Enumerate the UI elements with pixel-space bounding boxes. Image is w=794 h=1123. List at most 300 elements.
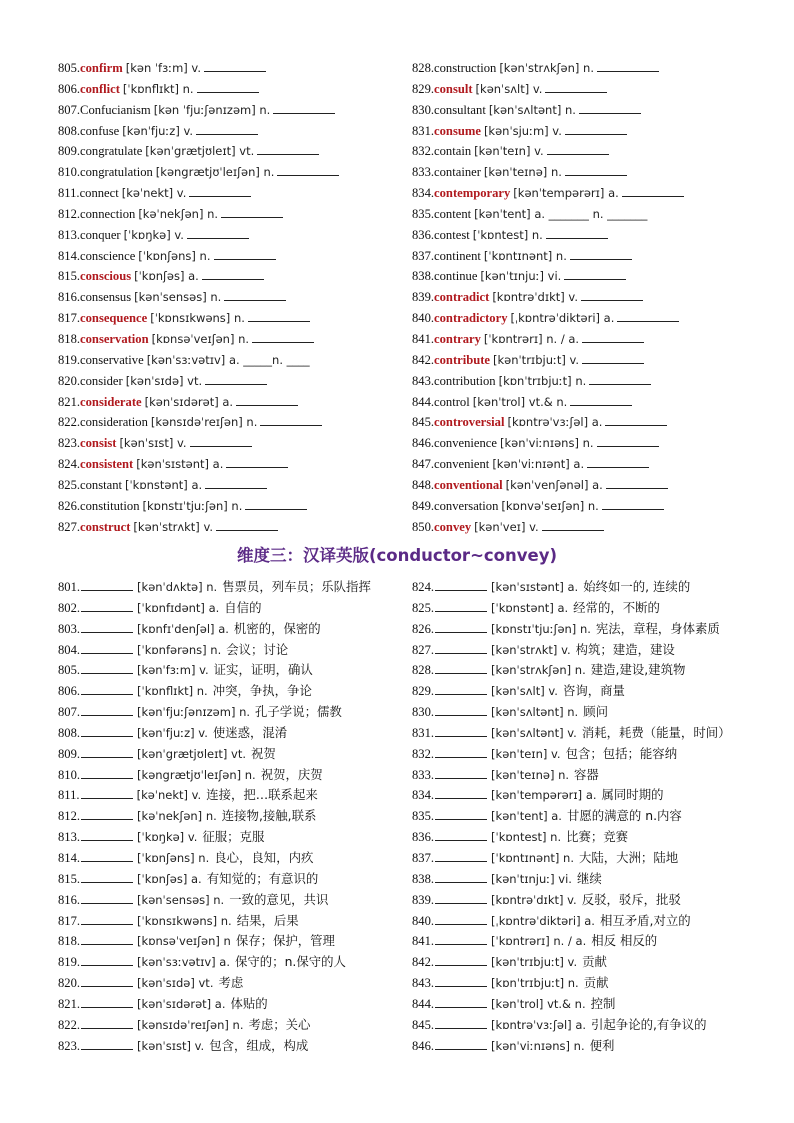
entry-phonetic: [kənˈsɪdərət] a. xyxy=(137,996,226,1011)
entry-phonetic: [kənˈtent] a. _______ n. _______ xyxy=(474,206,648,221)
entry-row xyxy=(412,517,792,538)
entry-meaning: 保守的；n.保守的人 xyxy=(235,954,346,970)
entry-number: 819. xyxy=(58,352,81,367)
entry-row xyxy=(412,266,792,287)
entry-number: 801. xyxy=(58,580,81,594)
entry-row xyxy=(58,765,438,786)
entry-number: 816. xyxy=(58,892,81,907)
answer-blank[interactable] xyxy=(81,767,133,779)
entry-row xyxy=(58,392,438,413)
answer-blank[interactable] xyxy=(81,913,133,925)
entry-row xyxy=(412,350,792,371)
answer-blank[interactable] xyxy=(545,81,607,93)
answer-blank[interactable] xyxy=(81,600,133,612)
entry-phonetic: [kənˈsɪst] v. xyxy=(137,1038,205,1053)
entry-word: consensus xyxy=(80,290,132,305)
entry-number: 824. xyxy=(412,580,435,594)
entry-row xyxy=(58,204,438,225)
entry-row xyxy=(58,121,438,142)
answer-blank[interactable] xyxy=(435,725,487,737)
entry-row xyxy=(412,806,792,827)
entry-row xyxy=(412,890,792,911)
entry-phonetic: [ˈkɒntest] n. xyxy=(472,227,543,242)
entry-row xyxy=(412,577,792,598)
answer-blank[interactable] xyxy=(81,829,133,841)
entry-word: consistent xyxy=(80,457,134,472)
entry-word: convenience xyxy=(434,436,497,451)
entry-number: 819. xyxy=(58,955,81,970)
entry-number: 848. xyxy=(412,477,435,492)
entry-row xyxy=(58,100,438,121)
answer-blank[interactable] xyxy=(257,143,319,155)
entry-number: 839. xyxy=(412,290,435,305)
answer-blank[interactable] xyxy=(187,227,249,239)
answer-blank[interactable] xyxy=(435,975,487,987)
entry-phonetic: [ˈkɒntɪnənt] n. xyxy=(491,850,574,865)
entry-number: 835. xyxy=(412,206,435,221)
answer-blank[interactable] xyxy=(570,248,632,260)
entry-row xyxy=(412,952,792,973)
entry-row xyxy=(58,329,438,350)
entry-phonetic: [kənˈtrol] vt.& n. xyxy=(491,996,586,1011)
entry-phonetic: [kənˈvenʃənəl] a. xyxy=(505,477,603,492)
answer-blank[interactable] xyxy=(605,414,667,426)
answer-blank[interactable] xyxy=(435,579,487,591)
entry-row xyxy=(58,785,438,806)
entry-word: conventional xyxy=(434,477,503,492)
entry-meaning: 贡献 xyxy=(582,954,607,970)
entry-number: 808. xyxy=(58,725,81,740)
entry-meaning: 相反 相反的 xyxy=(591,933,658,949)
entry-word: control xyxy=(434,394,470,409)
entry-number: 828. xyxy=(412,61,435,75)
entry-word: container xyxy=(434,165,481,180)
answer-blank[interactable] xyxy=(597,435,659,447)
answer-blank[interactable] xyxy=(582,331,644,343)
entry-number: 818. xyxy=(58,934,81,949)
entry-row xyxy=(412,723,792,744)
answer-blank[interactable] xyxy=(435,829,487,841)
entry-number: 837. xyxy=(412,850,435,865)
answer-blank[interactable] xyxy=(617,310,679,322)
answer-blank[interactable] xyxy=(435,621,487,633)
entry-meaning: 消耗，耗费（能量，时间） xyxy=(581,724,731,740)
entry-number: 810. xyxy=(58,165,81,180)
answer-blank[interactable] xyxy=(81,579,133,591)
answer-blank[interactable] xyxy=(81,1017,133,1029)
answer-blank[interactable] xyxy=(589,373,651,385)
entry-number: 840. xyxy=(412,913,435,928)
entry-phonetic: [ˈkɒnfɪdənt] a. xyxy=(137,600,220,615)
answer-blank[interactable] xyxy=(435,933,487,945)
entry-row xyxy=(58,598,438,619)
entry-phonetic: [kɒnsəˈveɪʃən] n xyxy=(137,934,231,949)
entry-number: 843. xyxy=(412,373,435,388)
entry-row xyxy=(58,433,438,454)
entry-meaning: 冲突，争执，争论 xyxy=(212,683,312,699)
answer-blank[interactable] xyxy=(581,289,643,301)
entry-number: 811. xyxy=(58,186,80,201)
entry-number: 829. xyxy=(412,684,435,699)
entry-meaning: 咨询，商量 xyxy=(562,683,625,699)
part2-right-column xyxy=(412,577,792,1056)
answer-blank[interactable] xyxy=(248,310,310,322)
answer-blank[interactable] xyxy=(435,600,487,612)
answer-blank[interactable] xyxy=(565,164,627,176)
entry-meaning: 祝贺，庆贺 xyxy=(260,766,323,782)
entry-meaning: 属同时期的 xyxy=(601,787,664,803)
entry-meaning: 经常的，不断的 xyxy=(573,599,660,615)
entry-row xyxy=(412,598,792,619)
entry-phonetic: [kənˈfjuːz] v. xyxy=(122,123,194,138)
entry-phonetic: [ˈkɒnʃəs] a. xyxy=(134,269,199,284)
entry-number: 847. xyxy=(412,457,435,472)
entry-meaning: 建造,建设,建筑物 xyxy=(590,662,686,678)
entry-word: consume xyxy=(434,123,481,138)
entry-row xyxy=(412,1036,792,1057)
answer-blank[interactable] xyxy=(570,394,632,406)
entry-number: 820. xyxy=(58,373,81,388)
entry-word: conquer xyxy=(80,227,121,242)
entry-row xyxy=(58,183,438,204)
entry-row xyxy=(412,619,792,640)
entry-phonetic: [kən ˈfjuːʃənɪzəm] n. xyxy=(153,102,271,117)
answer-blank[interactable] xyxy=(197,81,259,93)
entry-number: 837. xyxy=(412,248,435,263)
entry-row xyxy=(58,931,438,952)
entry-row xyxy=(58,225,438,246)
answer-blank[interactable] xyxy=(252,331,314,343)
entry-phonetic: [ˈkɒntest] n. xyxy=(491,830,562,845)
entry-number: 825. xyxy=(58,477,81,492)
entry-row xyxy=(58,141,438,162)
entry-phonetic: [kɒnˈtrɪbjuːt] n. xyxy=(491,976,579,991)
entry-phonetic: [kənˈsʌlt] v. xyxy=(475,81,543,96)
entry-row xyxy=(412,640,792,661)
entry-row xyxy=(58,517,438,538)
entry-number: 827. xyxy=(412,642,435,657)
answer-blank[interactable] xyxy=(202,268,264,280)
entry-phonetic: [kɒntrəˈvɜːʃəl] a. xyxy=(507,415,603,430)
answer-blank[interactable] xyxy=(435,996,487,1008)
entry-number: 844. xyxy=(412,996,435,1011)
entry-number: 834. xyxy=(412,788,435,803)
answer-blank[interactable] xyxy=(81,808,133,820)
answer-blank[interactable] xyxy=(245,498,307,510)
answer-blank[interactable] xyxy=(435,808,487,820)
entry-meaning: 相互矛盾,对立的 xyxy=(599,912,691,928)
answer-blank[interactable] xyxy=(81,975,133,987)
entry-meaning: 连接，把…联系起来 xyxy=(206,787,318,803)
entry-number: 815. xyxy=(58,269,81,284)
answer-blank[interactable] xyxy=(81,621,133,633)
answer-blank[interactable] xyxy=(435,871,487,883)
entry-row xyxy=(58,350,438,371)
entry-phonetic: [kənˈveɪ] v. xyxy=(474,519,539,534)
entry-word: connect xyxy=(79,186,119,201)
entry-phonetic: [kənˈgrætjʊleɪt] vt. xyxy=(137,746,247,761)
answer-blank[interactable] xyxy=(221,206,283,218)
entry-row xyxy=(58,412,438,433)
entry-meaning: 体贴的 xyxy=(230,995,268,1011)
entry-word: contain xyxy=(434,144,472,159)
entry-phonetic: [kənˈsensəs] n. xyxy=(134,290,222,305)
entry-number: 831. xyxy=(412,123,435,138)
answer-blank[interactable] xyxy=(205,477,267,489)
entry-row xyxy=(412,58,792,79)
part1-right-column xyxy=(412,58,792,537)
entry-number: 845. xyxy=(412,1017,435,1032)
answer-blank[interactable] xyxy=(565,123,627,135)
entry-number: 822. xyxy=(58,1017,81,1032)
entry-meaning: 继续 xyxy=(576,870,602,886)
entry-word: contradict xyxy=(434,290,490,305)
entry-phonetic: [kənˈsɪstənt] a. xyxy=(136,457,224,472)
entry-phonetic: [kənˈsʌltənt] v. xyxy=(491,725,577,740)
answer-blank[interactable] xyxy=(81,662,133,674)
entry-number: 841. xyxy=(412,331,435,346)
entry-phonetic: [kənˈtɪnjuː] vi. xyxy=(491,871,572,886)
entry-number: 802. xyxy=(58,600,81,615)
answer-blank[interactable] xyxy=(435,954,487,966)
entry-row xyxy=(58,660,438,681)
answer-blank[interactable] xyxy=(81,704,133,716)
entry-phonetic: [kəngrætjʊˈleɪʃən] n. xyxy=(155,165,275,180)
answer-blank[interactable] xyxy=(435,683,487,695)
entry-phonetic: [kɒnfɪˈdenʃəl] a. xyxy=(137,621,229,636)
answer-blank[interactable] xyxy=(224,289,286,301)
answer-blank[interactable] xyxy=(81,1038,133,1050)
answer-blank[interactable] xyxy=(81,725,133,737)
entry-row xyxy=(58,577,438,598)
entry-meaning: 会议；讨论 xyxy=(226,641,289,657)
answer-blank[interactable] xyxy=(81,892,133,904)
entry-number: 814. xyxy=(58,850,81,865)
answer-blank[interactable] xyxy=(564,268,626,280)
entry-word: consequence xyxy=(80,311,148,326)
answer-blank[interactable] xyxy=(226,456,288,468)
entry-meaning: 结果，后果 xyxy=(236,912,299,928)
entry-phonetic: [kənˈtempərərɪ] a. xyxy=(513,186,619,201)
answer-blank[interactable] xyxy=(435,767,487,779)
entry-phonetic: [ˈkɒnstənt] a. xyxy=(491,600,569,615)
entry-row xyxy=(412,765,792,786)
entry-row xyxy=(412,681,792,702)
part2-left-column xyxy=(58,577,438,1056)
entry-meaning: 宪法，章程，身体素质 xyxy=(595,620,720,636)
answer-blank[interactable] xyxy=(189,185,251,197)
entry-word: contemporary xyxy=(434,186,511,201)
answer-blank[interactable] xyxy=(542,519,604,531)
entry-row xyxy=(412,371,792,392)
entry-number: 805. xyxy=(58,663,81,678)
answer-blank[interactable] xyxy=(81,871,133,883)
answer-blank[interactable] xyxy=(435,642,487,654)
answer-blank[interactable] xyxy=(216,519,278,531)
entry-phonetic: [kənˈsɪdərət] a. xyxy=(144,394,234,409)
answer-blank[interactable] xyxy=(435,746,487,758)
entry-meaning: 保存；保护，管理 xyxy=(235,933,335,949)
entry-row xyxy=(58,1036,438,1057)
entry-phonetic: [kənˈsɜːvətɪv] a. xyxy=(137,955,231,970)
entry-phonetic: [kənˈtempərərɪ] a. xyxy=(491,788,597,803)
entry-row xyxy=(412,121,792,142)
entry-row xyxy=(58,1015,438,1036)
answer-blank[interactable] xyxy=(81,996,133,1008)
entry-number: 810. xyxy=(58,767,81,782)
entry-number: 803. xyxy=(58,621,81,636)
entry-number: 824. xyxy=(58,457,81,472)
entry-number: 814. xyxy=(58,248,81,263)
entry-meaning: 容器 xyxy=(574,766,599,782)
answer-blank[interactable] xyxy=(435,1017,487,1029)
entry-row xyxy=(58,287,438,308)
entry-meaning: 引起争论的,有争议的 xyxy=(591,1016,707,1032)
entry-number: 818. xyxy=(58,331,81,346)
entry-number: 836. xyxy=(412,227,435,242)
entry-word: convey xyxy=(434,519,472,534)
answer-blank[interactable] xyxy=(81,954,133,966)
entry-phonetic: [kənˈsɪstənt] a. xyxy=(491,580,579,594)
entry-phonetic: [kən ˈfɜːm] v. xyxy=(125,61,201,75)
answer-blank[interactable] xyxy=(622,185,684,197)
answer-blank[interactable] xyxy=(196,123,258,135)
answer-blank[interactable] xyxy=(546,227,608,239)
answer-blank[interactable] xyxy=(205,373,267,385)
entry-meaning: 一致的意见，共识 xyxy=(229,891,329,907)
entry-word: connection xyxy=(80,206,136,221)
answer-blank[interactable] xyxy=(587,456,649,468)
entry-row xyxy=(412,308,792,329)
entry-row xyxy=(58,869,438,890)
answer-blank[interactable] xyxy=(81,683,133,695)
entry-number: 821. xyxy=(58,394,81,409)
entry-phonetic: [kənˈgrætjʊleɪt] vt. xyxy=(145,144,255,159)
entry-word: controversial xyxy=(434,415,505,430)
entry-row xyxy=(412,660,792,681)
entry-number: 833. xyxy=(412,767,435,782)
entry-meaning: 甘愿的满意的 n.内容 xyxy=(566,808,682,824)
entry-number: 834. xyxy=(412,186,435,201)
entry-word: consist xyxy=(80,436,117,451)
entry-phonetic: [ˈkɒnsɪkwəns] n. xyxy=(137,913,232,928)
entry-row xyxy=(412,848,792,869)
entry-meaning: 包含；包括；能容纳 xyxy=(565,745,678,761)
answer-blank[interactable] xyxy=(236,394,298,406)
entry-number: 830. xyxy=(412,705,435,720)
entry-word: congratulation xyxy=(80,165,153,180)
entry-row xyxy=(412,246,792,267)
entry-phonetic: [kənˈtrɪbjuːt] v. xyxy=(493,352,580,367)
entry-number: 838. xyxy=(412,269,435,284)
entry-meaning: 构筑；建造，建设 xyxy=(575,641,675,657)
entry-word: conflict xyxy=(80,81,120,96)
answer-blank[interactable] xyxy=(260,414,322,426)
answer-blank[interactable] xyxy=(579,102,641,114)
entry-phonetic: [kənˈviːnɪəns] n. xyxy=(491,1038,585,1053)
answer-blank[interactable] xyxy=(214,248,276,260)
entry-number: 813. xyxy=(58,227,81,242)
answer-blank[interactable] xyxy=(582,352,644,364)
answer-blank[interactable] xyxy=(81,787,133,799)
answer-blank[interactable] xyxy=(81,850,133,862)
entry-number: 846. xyxy=(412,1038,435,1053)
entry-meaning: 证实，证明，确认 xyxy=(213,662,313,678)
entry-phonetic: [kənˈfjuːz] v. xyxy=(137,725,208,740)
entry-row xyxy=(58,454,438,475)
entry-phonetic: [kənsɪdəˈreɪʃən] n. xyxy=(137,1017,244,1032)
entry-word: consideration xyxy=(80,415,148,430)
entry-phonetic: [ˈkɒntɪnənt] n. xyxy=(483,248,567,263)
entry-number: 809. xyxy=(58,144,81,159)
entry-meaning: 顾问 xyxy=(583,704,608,720)
entry-number: 846. xyxy=(412,436,435,451)
entry-phonetic: [kənˈtrol] vt.& n. xyxy=(472,394,568,409)
answer-blank[interactable] xyxy=(81,933,133,945)
answer-blank[interactable] xyxy=(435,1038,487,1050)
answer-blank[interactable] xyxy=(435,704,487,716)
entry-row xyxy=(58,58,438,79)
answer-blank[interactable] xyxy=(435,662,487,674)
answer-blank[interactable] xyxy=(435,913,487,925)
entry-phonetic: [kənˈfɜːm] v. xyxy=(137,663,209,678)
answer-blank[interactable] xyxy=(277,164,339,176)
entry-row xyxy=(412,702,792,723)
entry-phonetic: [ˈkɒnsɪkwəns] n. xyxy=(150,311,245,326)
answer-blank[interactable] xyxy=(435,850,487,862)
answer-blank[interactable] xyxy=(606,477,668,489)
entry-row xyxy=(412,225,792,246)
entry-phonetic: [kənˈteɪn] v. xyxy=(491,746,561,761)
answer-blank[interactable] xyxy=(204,60,266,72)
entry-row xyxy=(58,681,438,702)
entry-number: 815. xyxy=(58,871,81,886)
entry-number: 836. xyxy=(412,830,435,845)
answer-blank[interactable] xyxy=(602,498,664,510)
entry-row xyxy=(412,827,792,848)
entry-word: conservation xyxy=(80,331,149,346)
answer-blank[interactable] xyxy=(435,892,487,904)
answer-blank[interactable] xyxy=(190,435,252,447)
entry-meaning: 包含，组成，构成 xyxy=(209,1037,309,1053)
answer-blank[interactable] xyxy=(81,642,133,654)
entry-word: conservative xyxy=(80,352,144,367)
entry-meaning: 反驳，驳斥，批驳 xyxy=(581,891,681,907)
answer-blank[interactable] xyxy=(547,143,609,155)
section-title: 维度三：汉译英版(conductor~convey) xyxy=(236,546,558,565)
entry-phonetic: [ˈkɒntrərɪ] n. / a. xyxy=(483,331,580,346)
entry-number: 812. xyxy=(58,809,81,824)
entry-row xyxy=(58,827,438,848)
entry-number: 844. xyxy=(412,394,435,409)
entry-meaning: 机密的，保密的 xyxy=(233,620,321,636)
entry-row xyxy=(412,994,792,1015)
entry-row xyxy=(412,79,792,100)
entry-number: 835. xyxy=(412,809,435,824)
answer-blank[interactable] xyxy=(435,787,487,799)
entry-number: 817. xyxy=(58,913,81,928)
entry-number: 832. xyxy=(412,144,435,159)
answer-blank[interactable] xyxy=(273,102,335,114)
entry-phonetic: [kənˈstrʌkʃən] n. xyxy=(499,61,594,75)
entry-phonetic: [ˌkɒntrəˈdiktəri] a. xyxy=(491,913,595,928)
entry-row xyxy=(58,79,438,100)
entry-phonetic: [kənˈteɪnə] n. xyxy=(491,767,570,782)
answer-blank[interactable] xyxy=(597,60,659,72)
entry-phonetic: [ˈkɒnflɪkt] n. xyxy=(137,684,208,699)
answer-blank[interactable] xyxy=(81,746,133,758)
entry-word: consultant xyxy=(434,102,486,117)
